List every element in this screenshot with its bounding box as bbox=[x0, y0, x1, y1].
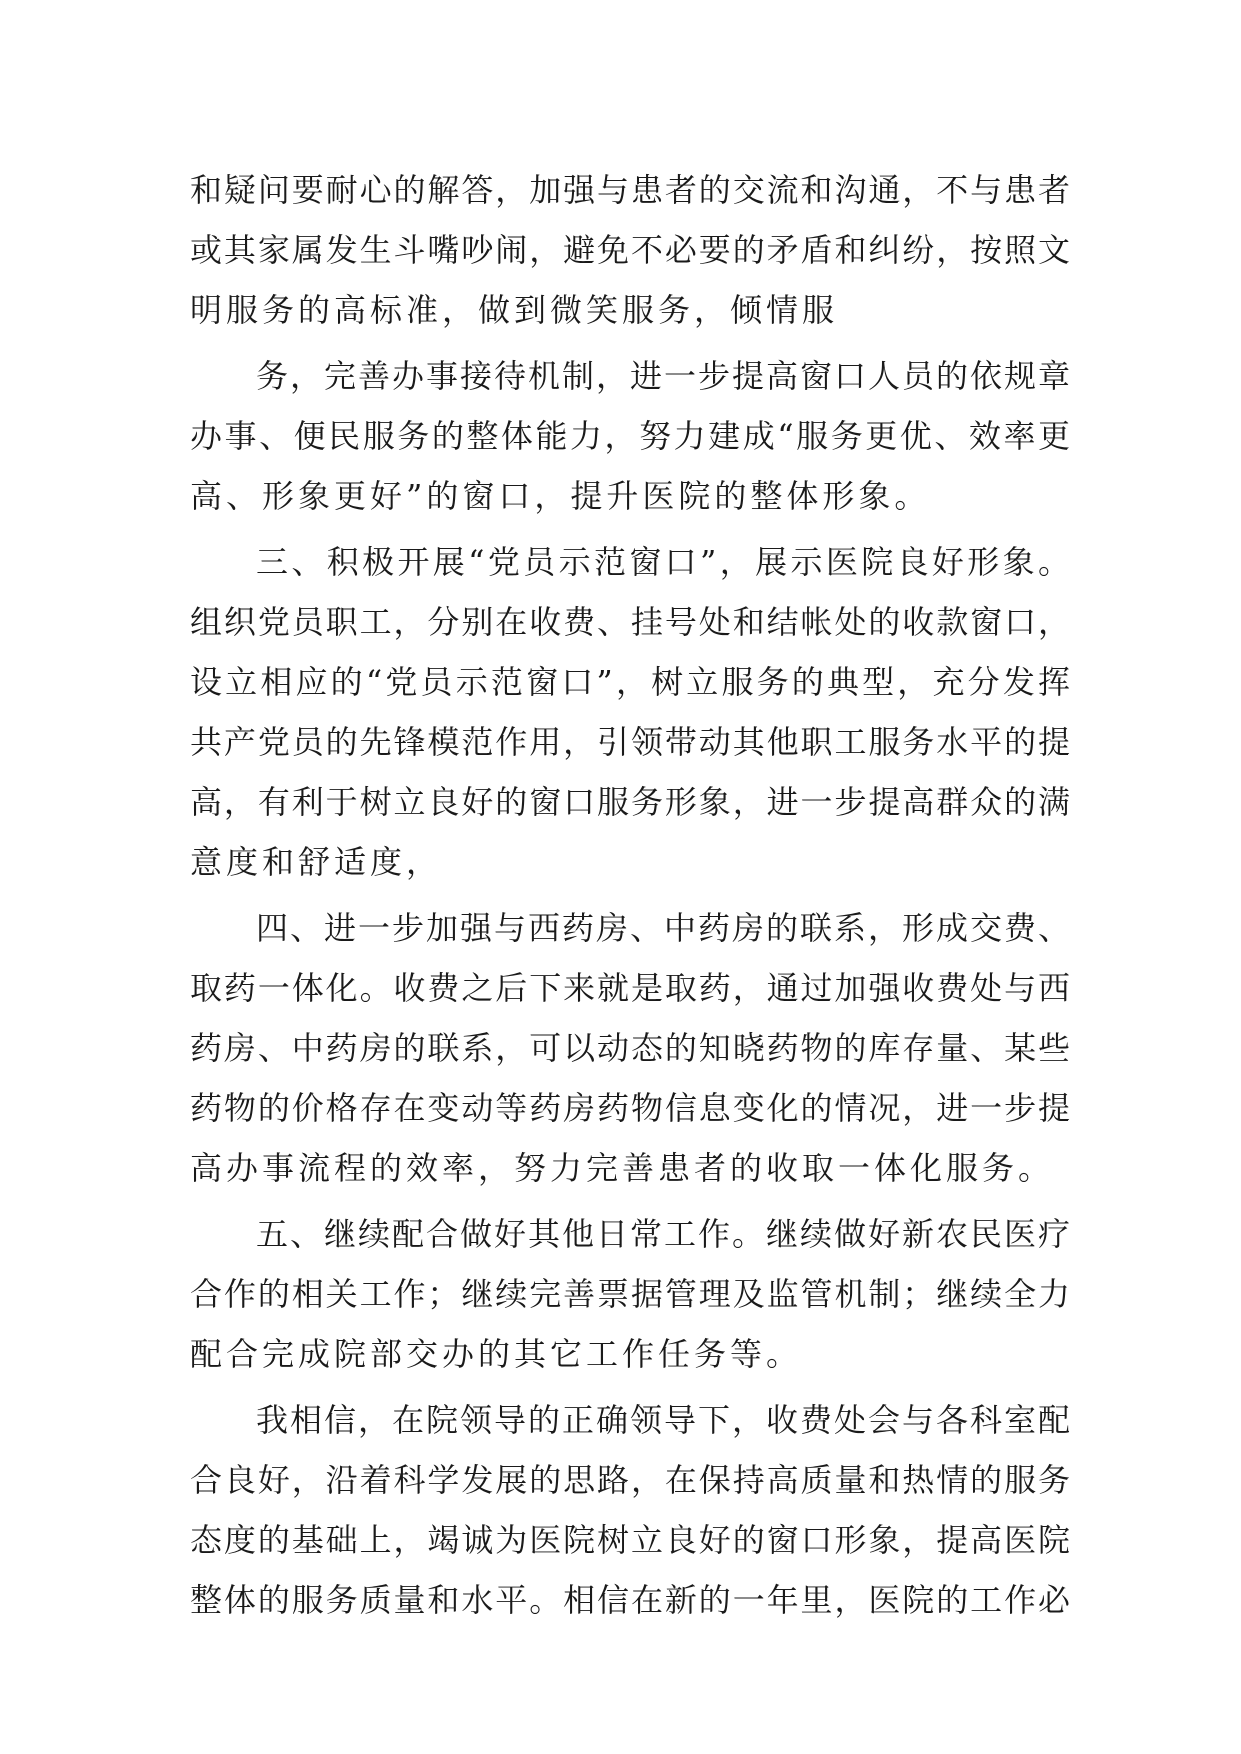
text-line: 药房、中药房的联系，可以动态的知晓药物的库存量、某些 bbox=[190, 1029, 1070, 1067]
text-line: 合良好，沿着科学发展的思路，在保持高质量和热情的服务 bbox=[190, 1461, 1070, 1499]
paragraph bbox=[190, 346, 1070, 526]
text-line: 高、形象更好”的窗口，提升医院的整体形象。 bbox=[190, 477, 931, 515]
text-line: 药物的价格存在变动等药房药物信息变化的情况，进一步提 bbox=[190, 1089, 1070, 1127]
paragraph bbox=[190, 160, 1070, 340]
text-line: 高，有利于树立良好的窗口服务形象，进一步提高群众的满 bbox=[190, 783, 1070, 821]
text-line: 整体的服务质量和水平。相信在新的一年里，医院的工作必 bbox=[190, 1581, 1070, 1619]
text-line: 组织党员职工，分别在收费、挂号处和结帐处的收款窗口， bbox=[190, 603, 1070, 641]
paragraph bbox=[190, 898, 1070, 1198]
text-line: 合作的相关工作；继续完善票据管理及监管机制；继续全力 bbox=[190, 1275, 1070, 1313]
text-line: 或其家属发生斗嘴吵闹，避免不必要的矛盾和纠纷，按照文 bbox=[190, 231, 1070, 269]
text-line: 和疑问要耐心的解答，加强与患者的交流和沟通，不与患者 bbox=[190, 171, 1070, 209]
text-line: 高办事流程的效率，努力完善患者的收取一体化服务。 bbox=[190, 1149, 1055, 1187]
text-line: 取药一体化。收费之后下来就是取药，通过加强收费处与西 bbox=[190, 969, 1070, 1007]
paragraph bbox=[190, 532, 1070, 892]
text-line: 五、继续配合做好其他日常工作。继续做好新农民医疗 bbox=[256, 1215, 1070, 1253]
text-line: 共产党员的先锋模范作用，引领带动其他职工服务水平的提 bbox=[190, 723, 1070, 761]
text-line: 办事、便民服务的整体能力，努力建成“服务更优、效率更 bbox=[190, 417, 1070, 455]
text-line: 四、进一步加强与西药房、中药房的联系，形成交费、 bbox=[256, 909, 1070, 947]
text-line: 态度的基础上，竭诚为医院树立良好的窗口形象，提高医院 bbox=[190, 1521, 1070, 1559]
body-text bbox=[190, 160, 1070, 1630]
text-line: 务，完善办事接待机制，进一步提高窗口人员的依规章 bbox=[256, 357, 1070, 395]
text-line: 三、积极开展“党员示范窗口”，展示医院良好形象。 bbox=[256, 543, 1070, 581]
text-line: 我相信，在院领导的正确领导下，收费处会与各科室配 bbox=[256, 1401, 1070, 1439]
paragraph bbox=[190, 1390, 1070, 1630]
text-line: 明服务的高标准，做到微笑服务，倾情服 bbox=[190, 291, 839, 329]
text-line: 设立相应的“党员示范窗口”，树立服务的典型，充分发挥 bbox=[190, 663, 1070, 701]
text-line: 意度和舒适度， bbox=[190, 843, 443, 881]
paragraph bbox=[190, 1204, 1070, 1384]
text-line: 配合完成院部交办的其它工作任务等。 bbox=[190, 1335, 803, 1373]
